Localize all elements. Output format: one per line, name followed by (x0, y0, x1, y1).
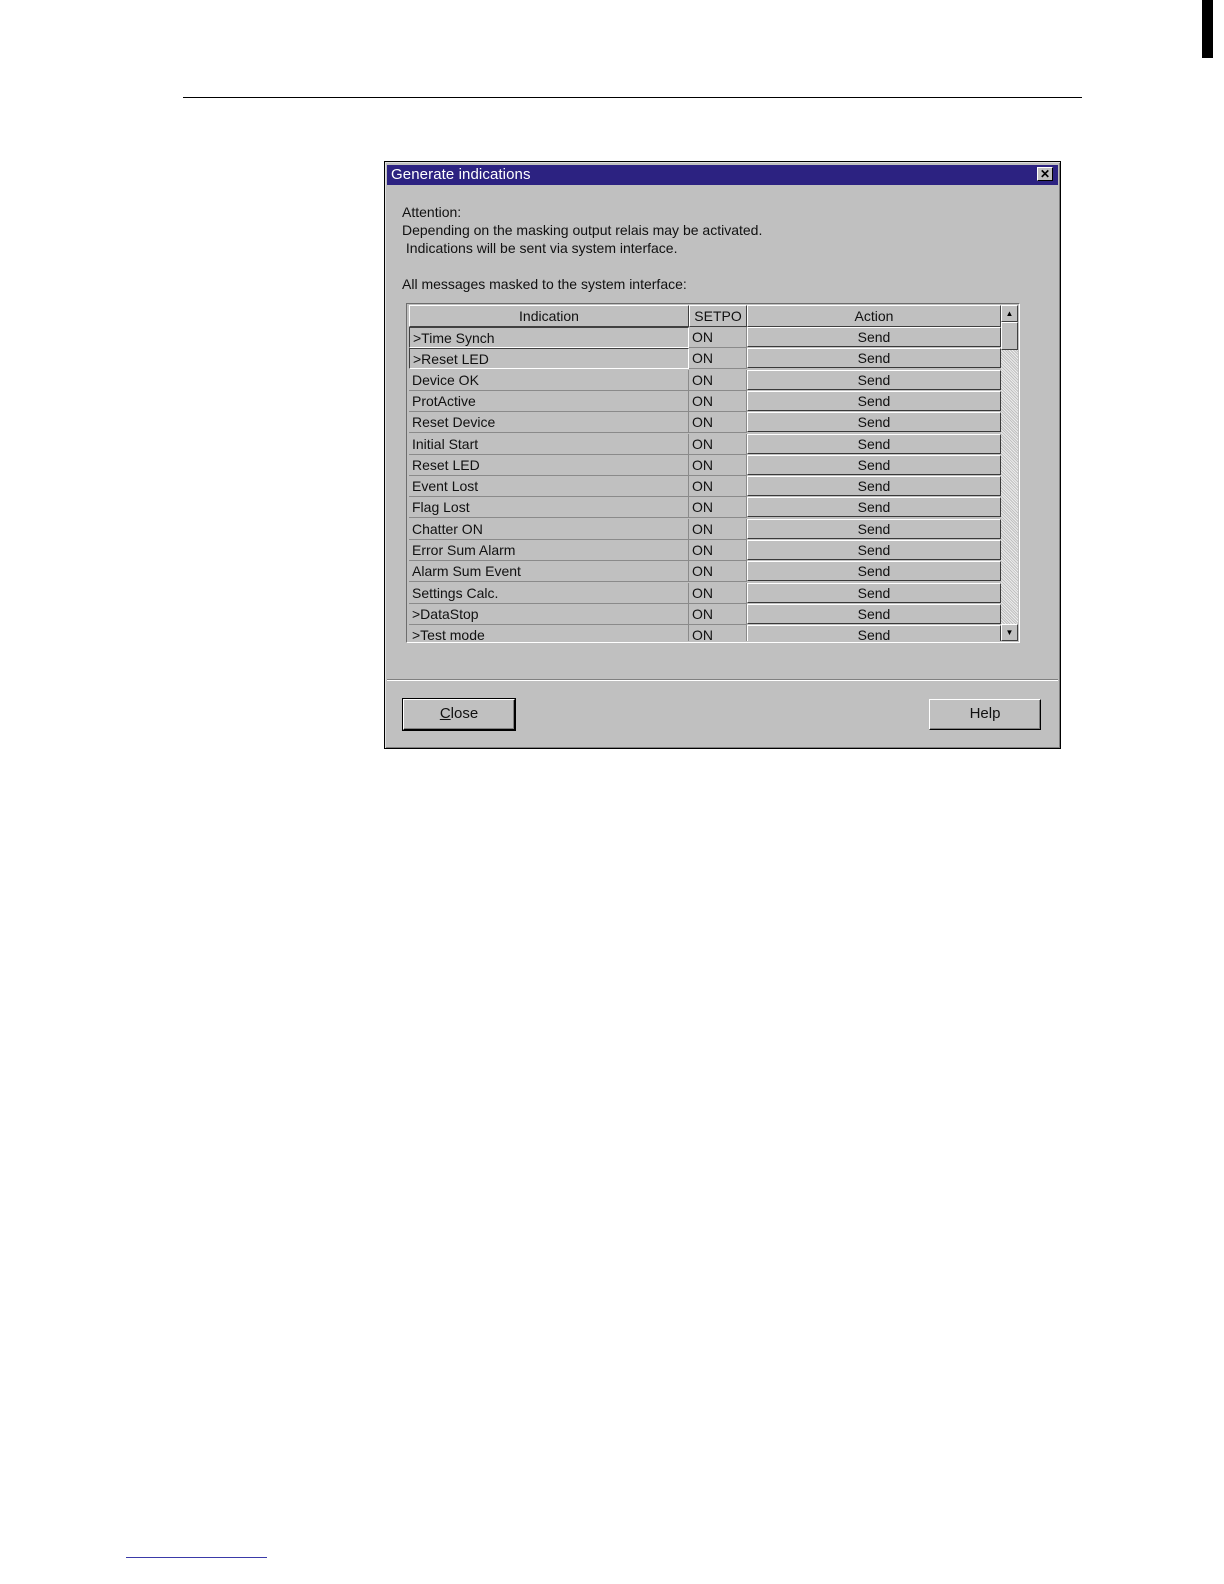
table-row[interactable] (409, 583, 1001, 604)
setpoint-cell[interactable]: ON (689, 455, 747, 476)
send-button[interactable]: Send (747, 391, 1001, 411)
send-button[interactable]: Send (747, 519, 1001, 539)
page-edge-marker (1202, 0, 1213, 58)
setpoint-cell[interactable]: ON (689, 412, 747, 433)
indication-cell[interactable]: ProtActive (409, 391, 689, 412)
send-button[interactable]: Send (747, 476, 1001, 496)
indication-cell[interactable]: >Test mode (409, 625, 689, 641)
warning-text: Depending on the masking output relais may be activated. (402, 222, 763, 238)
send-button[interactable]: Send (747, 370, 1001, 390)
indication-cell[interactable]: Settings Calc. (409, 583, 689, 604)
indication-cell[interactable]: >Time Synch (409, 327, 689, 348)
setpoint-cell[interactable]: ON (689, 348, 747, 369)
column-header-action[interactable]: Action (747, 305, 1001, 327)
indication-cell[interactable]: Initial Start (409, 434, 689, 455)
generate-indications-dialog (384, 161, 1061, 749)
table-row[interactable] (409, 391, 1001, 412)
column-header-setpoint[interactable]: SETPO (689, 305, 747, 327)
send-button[interactable]: Send (747, 434, 1001, 454)
indication-cell[interactable]: Reset LED (409, 455, 689, 476)
table-row[interactable] (409, 540, 1001, 561)
setpoint-cell[interactable]: ON (689, 476, 747, 497)
setpoint-cell[interactable]: ON (689, 625, 747, 641)
help-button[interactable]: Help (929, 699, 1041, 730)
table-row[interactable] (409, 625, 1001, 641)
indication-cell[interactable]: Device OK (409, 370, 689, 391)
close-button-mnemonic: C (439, 705, 451, 722)
send-button[interactable]: Send (747, 604, 1001, 624)
indication-cell[interactable]: Alarm Sum Event (409, 561, 689, 582)
close-button-label: lose (450, 705, 479, 722)
setpoint-cell[interactable]: ON (689, 604, 747, 625)
table-row[interactable] (409, 348, 1001, 369)
scroll-thumb[interactable] (1001, 322, 1018, 350)
indication-cell[interactable]: >Reset LED (409, 348, 689, 369)
table-row[interactable] (409, 327, 1001, 348)
setpoint-cell[interactable]: ON (689, 391, 747, 412)
page-footer-rule (126, 1557, 267, 1558)
info-text: Indications will be sent via system interface. (402, 240, 678, 256)
table-row[interactable] (409, 519, 1001, 540)
indication-cell[interactable]: Error Sum Alarm (409, 540, 689, 561)
setpoint-cell[interactable]: ON (689, 497, 747, 518)
send-button[interactable]: Send (747, 412, 1001, 432)
send-button[interactable]: Send (747, 327, 1001, 347)
setpoint-cell[interactable]: ON (689, 370, 747, 391)
send-button[interactable]: Send (747, 497, 1001, 517)
send-button[interactable]: Send (747, 455, 1001, 475)
footer-separator (387, 679, 1058, 681)
send-button[interactable]: Send (747, 625, 1001, 641)
close-icon[interactable]: ✕ (1037, 167, 1053, 181)
table-row[interactable] (409, 561, 1001, 582)
dialog-title: Generate indications (391, 166, 531, 183)
send-button[interactable]: Send (747, 540, 1001, 560)
page-header-rule (183, 97, 1082, 98)
dialog-titlebar[interactable] (387, 165, 1058, 185)
setpoint-cell[interactable]: ON (689, 519, 747, 540)
setpoint-cell[interactable]: ON (689, 583, 747, 604)
indication-cell[interactable]: Chatter ON (409, 519, 689, 540)
send-button[interactable]: Send (747, 561, 1001, 581)
send-button[interactable]: Send (747, 348, 1001, 368)
scroll-up-icon[interactable]: ▲ (1001, 305, 1018, 322)
setpoint-cell[interactable]: ON (689, 540, 747, 561)
table-caption: All messages masked to the system interface: (402, 276, 687, 292)
indication-cell[interactable]: Flag Lost (409, 497, 689, 518)
close-button[interactable] (403, 699, 515, 730)
table-row[interactable] (409, 434, 1001, 455)
indications-grid (409, 305, 1001, 641)
column-header-indication[interactable]: Indication (409, 305, 689, 327)
table-row[interactable] (409, 370, 1001, 391)
table-scrollbar[interactable] (1001, 305, 1018, 641)
table-row[interactable] (409, 412, 1001, 433)
indication-cell[interactable]: >DataStop (409, 604, 689, 625)
send-button[interactable]: Send (747, 583, 1001, 603)
scroll-down-icon[interactable]: ▼ (1001, 624, 1018, 641)
table-row[interactable] (409, 604, 1001, 625)
table-row[interactable] (409, 497, 1001, 518)
setpoint-cell[interactable]: ON (689, 327, 747, 348)
setpoint-cell[interactable]: ON (689, 434, 747, 455)
setpoint-cell[interactable]: ON (689, 561, 747, 582)
table-header-row (409, 305, 1001, 326)
attention-label: Attention: (402, 204, 462, 220)
indication-cell[interactable]: Event Lost (409, 476, 689, 497)
table-row[interactable] (409, 476, 1001, 497)
table-row[interactable] (409, 455, 1001, 476)
indications-table (406, 303, 1020, 643)
indication-cell[interactable]: Reset Device (409, 412, 689, 433)
